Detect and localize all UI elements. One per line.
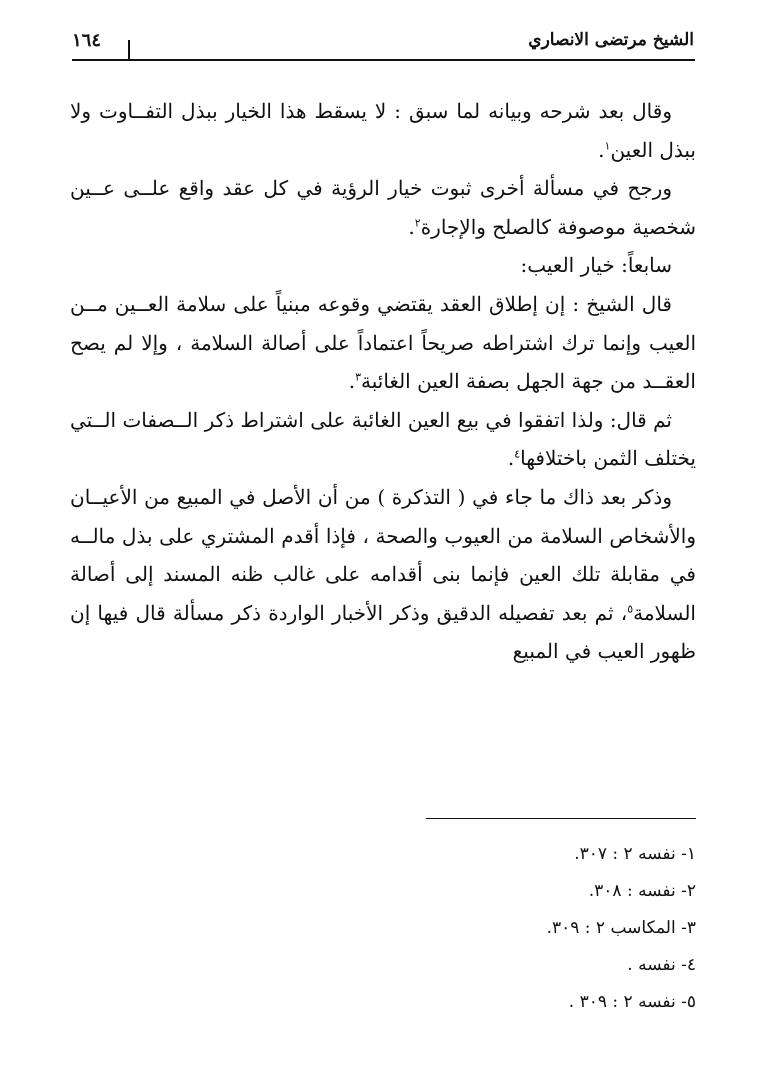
- paragraph-2: [70, 169, 696, 246]
- footnote-ref-5: ٥: [627, 602, 634, 616]
- header-rule: [72, 59, 695, 61]
- paragraph-4-text: ثم قال: ولذا اتفقوا في بيع العين الغائبة على اشتراط ذكر الــصفات الــتي يختلف الثمن باختلافها: [70, 407, 696, 471]
- page-number: ١٦٤: [72, 30, 102, 51]
- footnote-4: ٤- نفسه .: [627, 955, 696, 975]
- paragraph-1: [70, 92, 696, 169]
- paragraph-5: [70, 478, 696, 671]
- paragraph-4-tail: .: [507, 446, 515, 471]
- footnote-3: ٣- المكاسب ٢ : ٣٠٩.: [546, 918, 696, 938]
- paragraph-3-text: قال الشيخ : إن إطلاق العقد يقتضي وقوعه مبنياً على سلامة العــين مــن العيب وإنما ترك اشتراطه صريحاً اعتماداً على أصالة السلامة ، وإلا لم يصح العقــد من جهة الجهل بصفة العين الغائبة: [70, 291, 696, 394]
- body-text: [70, 92, 696, 671]
- footnotes: [396, 836, 696, 1021]
- footnote-ref-2: ٢: [414, 216, 421, 230]
- paragraph-2-tail: .: [408, 214, 415, 239]
- footnote-separator: [426, 818, 696, 819]
- running-header: [72, 30, 694, 60]
- paragraph-4: [70, 401, 696, 478]
- header-tick-mark: [128, 40, 130, 60]
- footnote-ref-4: ٤: [514, 447, 521, 461]
- paragraph-5-tail: ، ثم بعد تفصيله الدقيق وذكر الأخبار الواردة ذكر مسألة قال فيها إن ظهور العيب في المبيع: [70, 600, 696, 664]
- section-heading-text: سابعاً: خيار العيب:: [520, 253, 672, 278]
- running-header-title: الشيخ مرتضى الانصاري: [528, 30, 694, 50]
- footnote-ref-3: ٣: [355, 370, 362, 384]
- paragraph-1-text: وقال بعد شرحه وبيانه لما سبق : لا يسقط هذا الخيار ببذل التفــاوت ولا ببذل العين: [70, 99, 696, 162]
- paragraph-5-text: وذكر بعد ذاك ما جاء في ( التذكرة ) من أن الأصل في المبيع من الأعيــان والأشخاص السلامة من العيوب والصحة ، فإذا أقدم المشتري على بذل مالــه في مقابلة تلك العين فإنما بنى أقدامه على غالب ظنه المسند إلى أصالة السلامة: [70, 484, 696, 625]
- footnote-1: ١- نفسه ٢ : ٣٠٧.: [574, 844, 696, 864]
- paragraph-1-tail: .: [598, 137, 605, 162]
- paragraph-3-tail: .: [348, 369, 356, 394]
- section-heading: [70, 246, 696, 285]
- footnote-2: ٢- نفسه : ٣٠٨.: [588, 881, 696, 901]
- paragraph-2-text: ورجح في مسألة أخرى ثبوت خيار الرؤية في كل عقد واقع علــى عــين شخصية موصوفة كالصلح والإجارة: [70, 176, 696, 239]
- footnote-5: ٥- نفسه ٢ : ٣٠٩ .: [568, 992, 696, 1012]
- paragraph-3: [70, 285, 696, 401]
- footnote-ref-1: ١: [604, 138, 611, 152]
